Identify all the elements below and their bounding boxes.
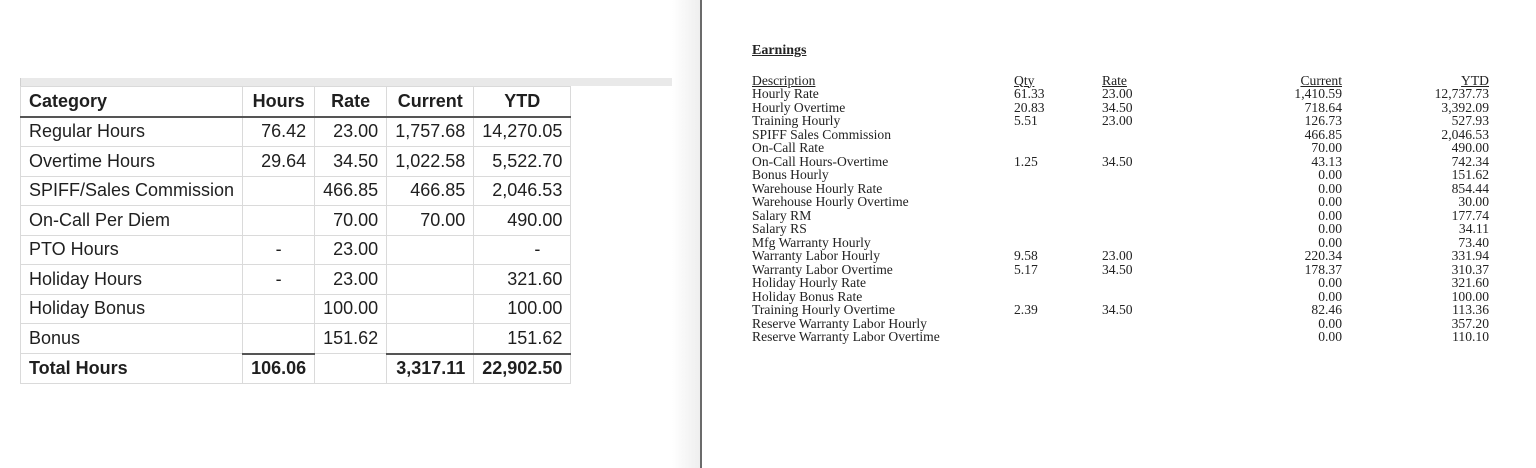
earnings-ytd: 527.93 (1451, 113, 1489, 129)
earnings-ytd: 854.44 (1451, 180, 1489, 196)
earnings-rate: 34.50 (1102, 261, 1133, 277)
header-ytd: YTD (1461, 72, 1489, 88)
earnings-rate: 34.50 (1102, 99, 1133, 115)
earnings-description: Warehouse Hourly Overtime (752, 194, 909, 210)
table-row (21, 206, 571, 236)
earnings-current: 0.00 (1318, 167, 1342, 183)
header-current: Current (1300, 72, 1342, 88)
earnings-current: 0.00 (1318, 315, 1342, 331)
cell-ytd[interactable]: 151.62 (474, 324, 571, 354)
earnings-description: Mfg Warranty Hourly (752, 234, 871, 250)
earnings-current: 0.00 (1318, 221, 1342, 237)
earnings-row (752, 180, 1489, 196)
earnings-description: Salary RM (752, 207, 812, 223)
cell-hours[interactable] (243, 176, 315, 206)
cell-ytd[interactable]: 490.00 (474, 206, 571, 236)
earnings-row (752, 207, 1489, 223)
cell-current[interactable]: 466.85 (387, 176, 474, 206)
header-ytd[interactable]: YTD (474, 87, 571, 117)
earnings-ytd: 490.00 (1451, 140, 1489, 156)
earnings-qty: 5.51 (1014, 113, 1038, 129)
cell-rate[interactable]: 23.00 (315, 117, 387, 147)
cell-rate[interactable]: 70.00 (315, 206, 387, 236)
cell-category[interactable]: Regular Hours (21, 117, 243, 147)
earnings-description: Warranty Labor Overtime (752, 261, 893, 277)
earnings-row (752, 221, 1489, 237)
sheet-top-gridline (20, 78, 674, 86)
cell-category[interactable]: Holiday Bonus (21, 294, 243, 324)
earnings-description: Warehouse Hourly Rate (752, 180, 883, 196)
earnings-row (752, 248, 1489, 264)
header-rate[interactable]: Rate (315, 87, 387, 117)
table-row (21, 176, 571, 206)
earnings-rate: 34.50 (1102, 153, 1133, 169)
earnings-description: Salary RS (752, 221, 807, 237)
header-category[interactable]: Category (21, 87, 243, 117)
table-row (21, 294, 571, 324)
earnings-qty: 1.25 (1014, 153, 1038, 169)
cell-current[interactable] (387, 294, 474, 324)
earnings-ytd: 310.37 (1451, 261, 1489, 277)
earnings-current: 43.13 (1311, 153, 1342, 169)
earnings-ytd: 110.10 (1452, 329, 1489, 345)
cell-current[interactable]: 1,022.58 (387, 147, 474, 177)
earnings-row (752, 302, 1489, 318)
earnings-qty: 2.39 (1014, 302, 1038, 318)
earnings-description: On-Call Hours-Overtime (752, 153, 889, 169)
earnings-current: 126.73 (1304, 113, 1342, 129)
cell-category[interactable]: On-Call Per Diem (21, 206, 243, 236)
earnings-title: Earnings (752, 43, 807, 58)
pane-shadow (672, 0, 700, 468)
cell-hours[interactable]: 76.42 (243, 117, 315, 147)
cell-current[interactable]: 70.00 (387, 206, 474, 236)
cell-current[interactable] (387, 265, 474, 295)
earnings-rate: 23.00 (1102, 248, 1133, 264)
cell-hours[interactable]: - (243, 235, 315, 265)
earnings-description: Bonus Hourly (752, 167, 829, 183)
table-row (21, 324, 571, 354)
earnings-description: Reserve Warranty Labor Hourly (752, 315, 927, 331)
cell-category[interactable]: Overtime Hours (21, 147, 243, 177)
earnings-description: Warranty Labor Hourly (752, 248, 880, 264)
cell-rate[interactable]: 466.85 (315, 176, 387, 206)
earnings-row (752, 288, 1489, 304)
table-total-row (21, 354, 571, 384)
header-qty: Qty (1014, 72, 1035, 88)
cell-ytd[interactable]: - (474, 235, 571, 265)
earnings-row (752, 261, 1489, 277)
earnings-row (752, 153, 1489, 169)
earnings-ytd: 151.62 (1451, 167, 1489, 183)
earnings-current: 0.00 (1318, 288, 1342, 304)
cell-ytd[interactable]: 321.60 (474, 265, 571, 295)
earnings-ytd: 357.20 (1451, 315, 1489, 331)
earnings-description: Training Hourly (752, 113, 841, 129)
table-row (21, 117, 571, 147)
cell-hours[interactable]: - (243, 265, 315, 295)
cell-total-label[interactable]: Total Hours (21, 354, 243, 384)
cell-ytd[interactable]: 2,046.53 (474, 176, 571, 206)
cell-hours[interactable]: 29.64 (243, 147, 315, 177)
earnings-description: Reserve Warranty Labor Overtime (752, 329, 940, 345)
earnings-rate: 23.00 (1102, 86, 1133, 102)
earnings-ytd: 113.36 (1452, 302, 1489, 318)
cell-ytd[interactable]: 100.00 (474, 294, 571, 324)
summary-table (20, 86, 571, 384)
cell-hours[interactable] (243, 206, 315, 236)
earnings-ytd: 100.00 (1451, 288, 1489, 304)
earnings-row (752, 86, 1489, 102)
cell-current[interactable] (387, 324, 474, 354)
cell-category[interactable]: SPIFF/Sales Commission (21, 176, 243, 206)
earnings-row (752, 167, 1489, 183)
header-rate: Rate (1102, 72, 1127, 88)
cell-ytd[interactable]: 14,270.05 (474, 117, 571, 147)
cell-category[interactable]: Holiday Hours (21, 265, 243, 295)
pane-divider[interactable] (700, 0, 702, 468)
earnings-rate: 23.00 (1102, 113, 1133, 129)
earnings-ytd: 331.94 (1451, 248, 1489, 264)
earnings-description: On-Call Rate (752, 140, 825, 156)
table-header-row (21, 87, 571, 117)
earnings-document (752, 43, 1489, 345)
cell-rate[interactable]: 100.00 (315, 294, 387, 324)
earnings-current: 178.37 (1304, 261, 1342, 277)
header-current[interactable]: Current (387, 87, 474, 117)
cell-rate[interactable]: 23.00 (315, 265, 387, 295)
earnings-header-row (752, 72, 1489, 88)
cell-rate[interactable]: 23.00 (315, 235, 387, 265)
earnings-row (752, 113, 1489, 129)
earnings-rows (752, 86, 1489, 345)
header-hours[interactable]: Hours (243, 87, 315, 117)
earnings-ytd: 73.40 (1458, 234, 1489, 250)
cell-total-rate[interactable] (315, 354, 387, 384)
earnings-current: 0.00 (1318, 207, 1342, 223)
earnings-description: Holiday Hourly Rate (752, 275, 867, 291)
earnings-qty: 61.33 (1014, 86, 1045, 102)
earnings-row (752, 329, 1489, 345)
earnings-current: 0.00 (1318, 275, 1342, 291)
earnings-qty: 5.17 (1014, 261, 1038, 277)
table-row (21, 147, 571, 177)
cell-ytd[interactable]: 5,522.70 (474, 147, 571, 177)
earnings-row (752, 234, 1489, 250)
earnings-rate: 34.50 (1102, 302, 1133, 318)
earnings-row (752, 140, 1489, 156)
earnings-ytd: 2,046.53 (1441, 126, 1489, 142)
earnings-row (752, 99, 1489, 115)
cell-category[interactable]: PTO Hours (21, 235, 243, 265)
earnings-ytd: 12,737.73 (1434, 86, 1489, 102)
earnings-ytd: 177.74 (1451, 207, 1489, 223)
cell-total-ytd[interactable]: 22,902.50 (474, 354, 571, 384)
earnings-description: Training Hourly Overtime (752, 302, 895, 318)
earnings-qty: 9.58 (1014, 248, 1038, 264)
earnings-current: 70.00 (1311, 140, 1342, 156)
earnings-current: 718.64 (1304, 99, 1342, 115)
earnings-ytd: 742.34 (1451, 153, 1489, 169)
earnings-description: Hourly Rate (752, 86, 819, 102)
cell-total-current[interactable]: 3,317.11 (387, 354, 474, 384)
earnings-description: Holiday Bonus Rate (752, 288, 863, 304)
earnings-current: 466.85 (1304, 126, 1342, 142)
earnings-current: 0.00 (1318, 234, 1342, 250)
earnings-current: 0.00 (1318, 180, 1342, 196)
cell-total-hours[interactable]: 106.06 (243, 354, 315, 384)
cell-current[interactable]: 1,757.68 (387, 117, 474, 147)
earnings-description: Hourly Overtime (752, 99, 846, 115)
earnings-description: SPIFF Sales Commission (752, 126, 891, 142)
earnings-current: 1,410.59 (1294, 86, 1342, 102)
table-row (21, 235, 571, 265)
earnings-current: 82.46 (1311, 302, 1342, 318)
cell-current[interactable] (387, 235, 474, 265)
table-row (21, 265, 571, 295)
cell-hours[interactable] (243, 324, 315, 354)
earnings-qty: 20.83 (1014, 99, 1045, 115)
cell-rate[interactable]: 151.62 (315, 324, 387, 354)
earnings-ytd: 321.60 (1451, 275, 1489, 291)
earnings-ytd: 3,392.09 (1441, 99, 1489, 115)
earnings-row (752, 275, 1489, 291)
earnings-current: 0.00 (1318, 329, 1342, 345)
earnings-current: 220.34 (1304, 248, 1342, 264)
earnings-row (752, 194, 1489, 210)
cell-hours[interactable] (243, 294, 315, 324)
earnings-row (752, 126, 1489, 142)
earnings-row (752, 315, 1489, 331)
header-description: Description (752, 72, 816, 88)
earnings-ytd: 30.00 (1458, 194, 1489, 210)
cell-category[interactable]: Bonus (21, 324, 243, 354)
cell-rate[interactable]: 34.50 (315, 147, 387, 177)
earnings-ytd: 34.11 (1458, 221, 1489, 237)
earnings-current: 0.00 (1318, 194, 1342, 210)
